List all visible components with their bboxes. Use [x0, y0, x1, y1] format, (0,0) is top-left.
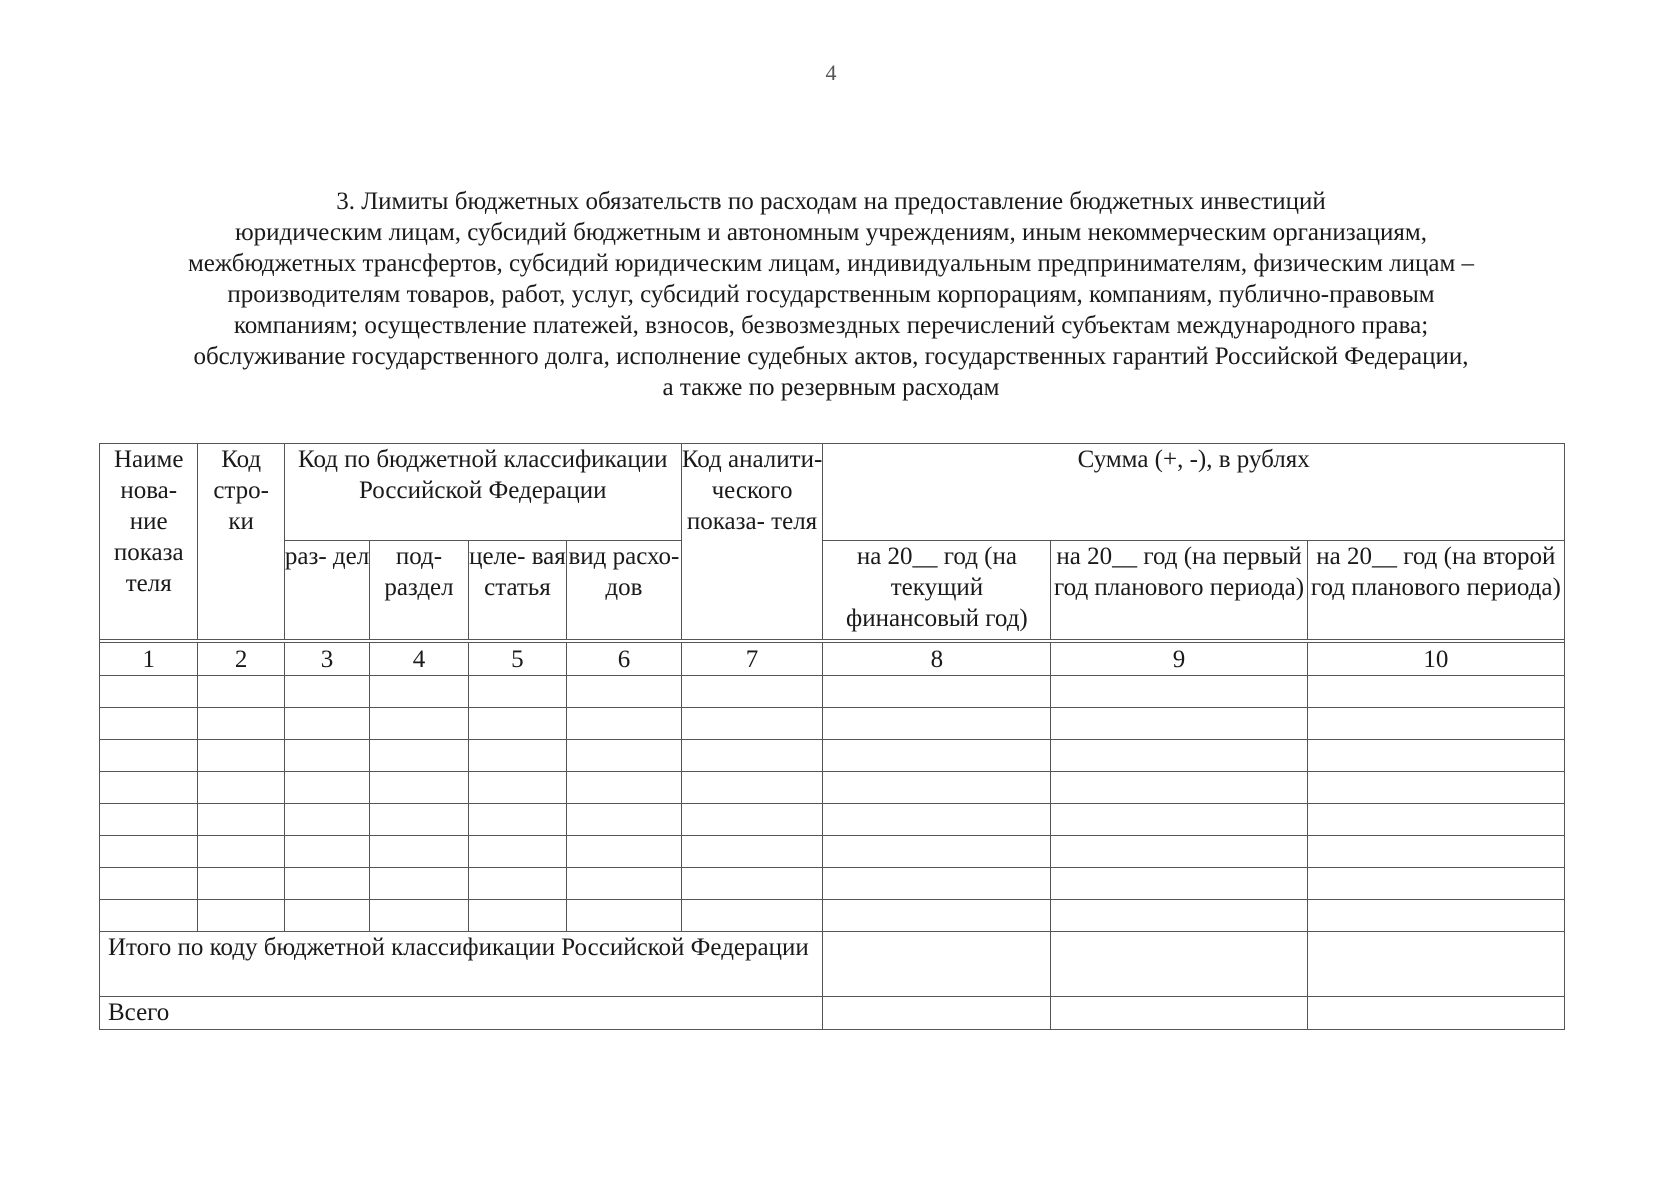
- table-cell: [1051, 932, 1307, 997]
- heading-line: компаниям; осуществление платежей, взносов, безвозмездных перечислений субъектам международного права;: [233, 312, 1429, 339]
- table-cell: [1307, 836, 1564, 868]
- table-cell: [823, 708, 1051, 740]
- table-cell: [468, 772, 566, 804]
- table-cell: [681, 740, 823, 772]
- table-cell: [681, 804, 823, 836]
- header-sum: Сумма (+, -), в рублях: [823, 444, 1565, 541]
- table-cell: [284, 740, 369, 772]
- table-cell: [100, 772, 198, 804]
- table-cell: [370, 676, 468, 708]
- table-cell: [567, 772, 682, 804]
- total-by-code-row: [100, 932, 1565, 997]
- table-cell: [100, 836, 198, 868]
- table-cell: [823, 804, 1051, 836]
- table-cell: [370, 836, 468, 868]
- header-subsection: под- раздел: [370, 541, 468, 640]
- table-cell: [1307, 868, 1564, 900]
- table-cell: [100, 708, 198, 740]
- column-number: 4: [370, 643, 468, 676]
- table-cell: [100, 804, 198, 836]
- table-cell: [284, 900, 369, 932]
- header-line-code: Код стро- ки: [198, 444, 284, 640]
- heading-line: юридическим лицам, субсидий бюджетным и автономным учреждениям, иным некоммерческим организациям,: [234, 219, 1428, 246]
- total-by-code-label: Итого по коду бюджетной классификации Российской Федерации: [100, 932, 823, 997]
- column-number: 5: [468, 643, 566, 676]
- header-year-first: на 20__ год (на первый год планового периода): [1051, 541, 1307, 640]
- column-number: 10: [1307, 643, 1564, 676]
- table-cell: [1051, 804, 1307, 836]
- table-cell: [284, 772, 369, 804]
- table-cell: [823, 997, 1051, 1030]
- table-cell: [468, 836, 566, 868]
- table-cell: [567, 676, 682, 708]
- table-cell: [468, 868, 566, 900]
- table-cell: [681, 676, 823, 708]
- table-cell: [468, 676, 566, 708]
- table-cell: [823, 676, 1051, 708]
- grand-total-row: [100, 997, 1565, 1030]
- table-cell: [198, 836, 284, 868]
- table-cell: [823, 740, 1051, 772]
- table-cell: [198, 804, 284, 836]
- table-cell: [681, 772, 823, 804]
- table-cell: [284, 868, 369, 900]
- table-cell: [567, 836, 682, 868]
- table-cell: [1051, 900, 1307, 932]
- column-number: 3: [284, 643, 369, 676]
- table-cell: [1307, 900, 1564, 932]
- table-cell: [100, 676, 198, 708]
- table-cell: [1307, 676, 1564, 708]
- table-cell: [1307, 804, 1564, 836]
- table-cell: [284, 836, 369, 868]
- limits-table: [99, 443, 1565, 1030]
- table-cell: [198, 868, 284, 900]
- table-cell: [198, 772, 284, 804]
- table-row: [100, 772, 1565, 804]
- table-cell: [567, 868, 682, 900]
- header-section: раз- дел: [284, 541, 369, 640]
- table-row: [100, 676, 1565, 708]
- table-cell: [1307, 997, 1564, 1030]
- header-year-second: на 20__ год (на второй год планового периода): [1307, 541, 1564, 640]
- page-number: 4: [825, 60, 837, 85]
- table-cell: [1051, 868, 1307, 900]
- heading-line: производителям товаров, работ, услуг, субсидий государственным корпорациям, компаниям, публично-правовым: [227, 281, 1435, 308]
- table-row: [100, 740, 1565, 772]
- column-number: 6: [567, 643, 682, 676]
- table-cell: [823, 900, 1051, 932]
- heading-line: 3. Лимиты бюджетных обязательств по расходам на предоставление бюджетных инвестиций: [336, 188, 1326, 215]
- column-number: 8: [823, 643, 1051, 676]
- table-cell: [1051, 836, 1307, 868]
- table-cell: [1051, 772, 1307, 804]
- column-number: 2: [198, 643, 284, 676]
- header-year-current: на 20__ год (на текущий финансовый год): [823, 541, 1051, 640]
- table-cell: [198, 676, 284, 708]
- table-cell: [1051, 676, 1307, 708]
- table-row: [100, 868, 1565, 900]
- heading-line: межбюджетных трансфертов, субсидий юридическим лицам, индивидуальным предпринимателям, физическим лицам –: [187, 250, 1475, 277]
- grand-total-label: Всего: [100, 997, 823, 1030]
- table-cell: [284, 708, 369, 740]
- table-cell: [370, 708, 468, 740]
- table-cell: [468, 740, 566, 772]
- table-cell: [284, 804, 369, 836]
- header-expense-type: вид расхо- дов: [567, 541, 682, 640]
- table-cell: [823, 836, 1051, 868]
- table-cell: [1307, 708, 1564, 740]
- section-heading: [100, 186, 1562, 403]
- header-budget-classification-code: Код по бюджетной классификации Российской Федерации: [284, 444, 681, 541]
- table-cell: [370, 900, 468, 932]
- header-target-item: целе- вая статья: [468, 541, 566, 640]
- table-cell: [284, 676, 369, 708]
- table-cell: [468, 900, 566, 932]
- table-cell: [468, 708, 566, 740]
- header-analytic-code: Код аналити- ческого показа- теля: [681, 444, 823, 640]
- heading-line: а также по резервным расходам: [662, 374, 1000, 401]
- table-cell: [370, 868, 468, 900]
- column-number-row: [100, 643, 1565, 676]
- table-cell: [370, 772, 468, 804]
- table-cell: [198, 708, 284, 740]
- table-cell: [681, 836, 823, 868]
- table-cell: [198, 740, 284, 772]
- table-cell: [567, 804, 682, 836]
- table-cell: [1307, 772, 1564, 804]
- table-cell: [823, 868, 1051, 900]
- column-number: 9: [1051, 643, 1307, 676]
- table-cell: [567, 708, 682, 740]
- table-cell: [100, 868, 198, 900]
- table-row: [100, 708, 1565, 740]
- heading-line: обслуживание государственного долга, исполнение судебных актов, государственных гарантий Российской Федерации,: [193, 343, 1469, 370]
- table-cell: [370, 740, 468, 772]
- table-cell: [567, 900, 682, 932]
- table-cell: [567, 740, 682, 772]
- table-cell: [468, 804, 566, 836]
- table-cell: [100, 900, 198, 932]
- table-cell: [1307, 740, 1564, 772]
- empty-rows: [100, 676, 1565, 932]
- table-cell: [100, 740, 198, 772]
- table-cell: [1051, 740, 1307, 772]
- table-row: [100, 836, 1565, 868]
- table-cell: [823, 932, 1051, 997]
- column-number: 1: [100, 643, 198, 676]
- column-number: 7: [681, 643, 823, 676]
- table-cell: [198, 900, 284, 932]
- table-row: [100, 804, 1565, 836]
- table-cell: [823, 772, 1051, 804]
- table-cell: [1051, 708, 1307, 740]
- table-cell: [681, 868, 823, 900]
- header-indicator-name: Наиме нова- ние показа теля: [100, 444, 198, 640]
- table-cell: [1051, 997, 1307, 1030]
- table-cell: [681, 900, 823, 932]
- table-cell: [1307, 932, 1564, 997]
- table-row: [100, 900, 1565, 932]
- table-cell: [681, 708, 823, 740]
- table-cell: [370, 804, 468, 836]
